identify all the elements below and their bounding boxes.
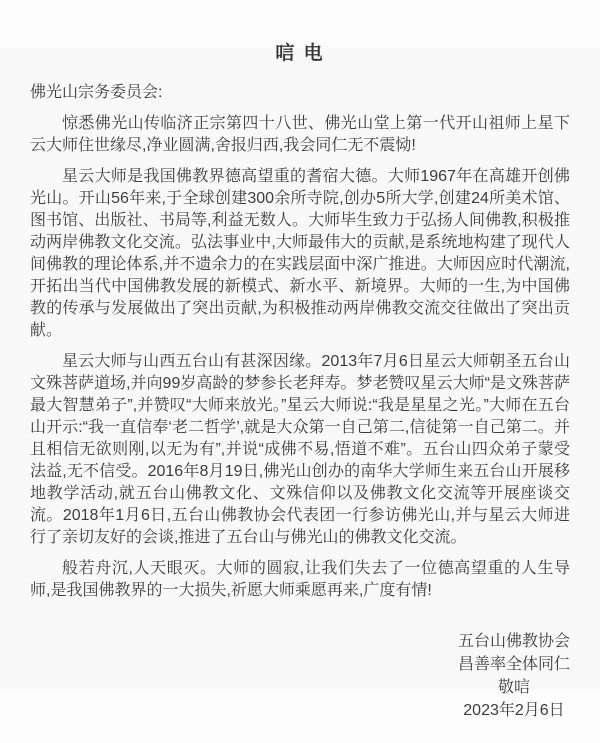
paragraph-4: 般若舟沉,人天眼灭。大师的圆寂,让我们失去了一位德高望重的人生导师,是我国佛教界的一大损失,祈愿大师乘愿再来,广度有情!: [30, 560, 570, 599]
signature-organization: 五台山佛教协会: [457, 633, 570, 650]
paragraph-3: 星云大师与山西五台山有甚深因缘。2013年7月6日星云大师朝圣五台山文殊菩萨道场,并向99岁高龄的梦参长老拜寿。梦老赞叹星云大师“是文殊菩萨最大智慧弟子”,并赞叹“大师来放光。”星云大师说:“我是星星之光。”大师在五台山开示:“我一直信奉‘老二哲学’,就是大众第一自己第二,信徒第一自己第二。并且相信无欲则刚,以无为有”,并说“成佛不易,悟道不难”。五台山四众弟子蒙受法益,无不信受。2016年8月19日,佛光山创办的南华大学师生来五台山开展移地教学活动,就五台山佛教文化、文殊信仰以及佛教文化交流等开展座谈交流。2018年1月6日,五台山佛教协会代表团一行参访佛光山,并与星云大师进行了亲切友好的会谈,推进了五台山与佛光山的佛教文化交流。: [30, 353, 570, 546]
signature-respect-phrase: 敬唁: [497, 679, 530, 696]
page-title: 唁 电: [275, 43, 325, 64]
paragraph-1: 惊悉佛光山传临济正宗第四十八世、佛光山堂上第一代开山祖师上星下云大师住世缘尽,净业圆满,舍报归西,我会同仁无不震恸!: [30, 115, 570, 154]
signature-block: [458, 630, 570, 722]
paragraph-2: 星云大师是我国佛教界德高望重的耆宿大德。大师1967年在高雄开创佛光山。开山56年来,于全球创建300余所寺院,创办5所大学,创建24所美术馆、图书馆、出版社、书局等,利益无数人。大师毕生致力于弘扬人间佛教,积极推动两岸佛教文化交流。弘法事业中,大师最伟大的贡献,是系统地构建了现代人间佛教的理论体系,并不遗余力的在实践层面中深广推进。大师因应时代潮流,开拓出当代中国佛教发展的新模式、新水平、新境界。大师的一生,为中国佛教的传承与发展做出了突出贡献,为积极推动两岸佛教交流交往做出了突出贡献。: [30, 168, 570, 339]
signature-date: 2023年2月6日: [463, 702, 565, 719]
salutation: 佛光山宗务委员会:: [30, 84, 163, 101]
signature-signatories: 昌善率全体同仁: [457, 656, 570, 673]
